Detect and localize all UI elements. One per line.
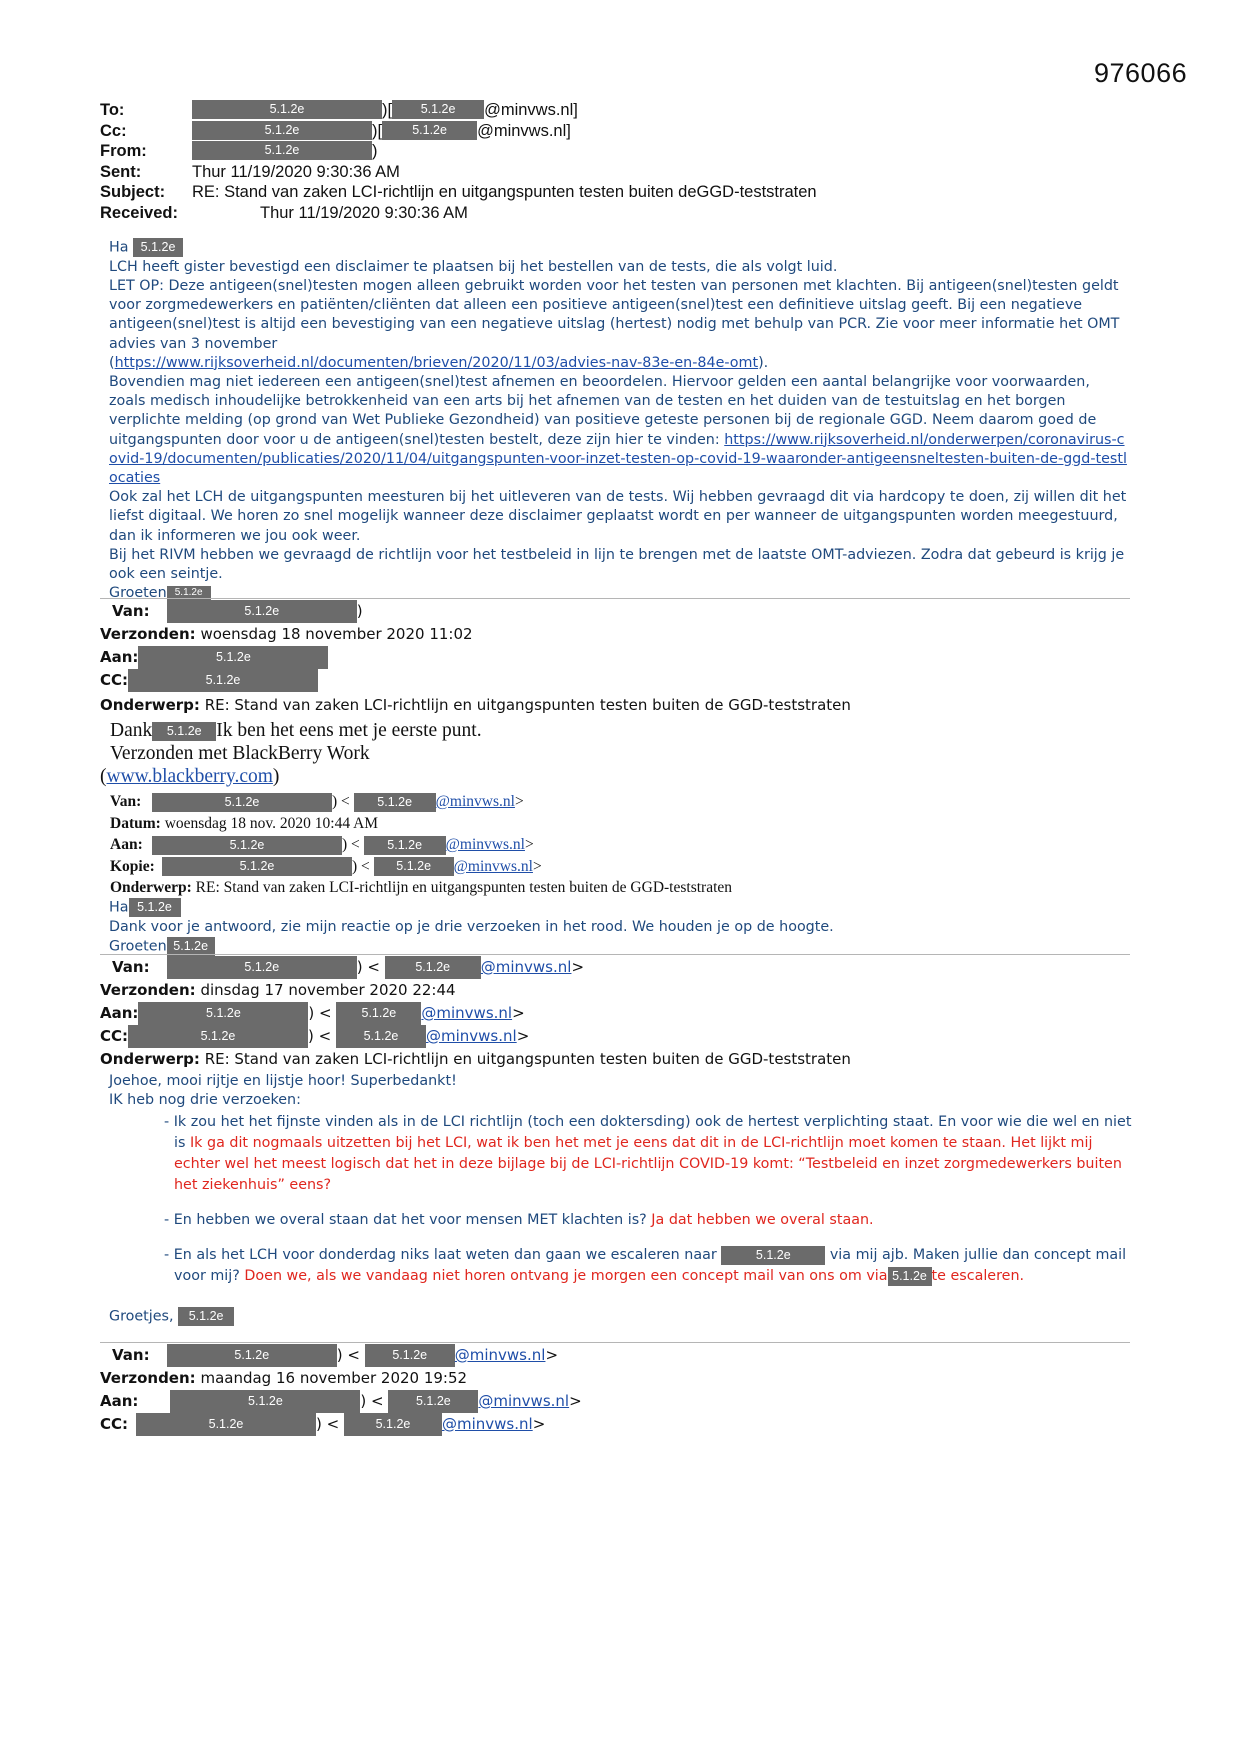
redaction: 5.1.2e [167,600,357,623]
redaction: 5.1.2e [133,238,183,257]
to-label: To: [100,101,125,119]
redaction: 5.1.2e [888,1267,932,1286]
redaction: 5.1.2e [178,1307,234,1326]
redaction: 5.1.2e [354,793,436,812]
received-row [100,203,1000,224]
request-list [144,1112,1134,1287]
redaction: 5.1.2e [364,836,446,855]
greeting: Ha 5.1.2e [109,238,1129,258]
request-3: - En als het LCH voor donderdag niks laat weten dan gaan we escaleren naar 5.1.2e via mij ajb. Maken jullie dan concept mail voor mij? Doen we, als we vandaag niet horen ontvang je morgen een concept mail van ons om via 5.1.2e te escaleren. [164,1247,1127,1285]
redaction: 5.1.2e [336,1002,421,1025]
paragraph: Bovendien mag niet iedereen een antigeen(snel)test afnemen en beoordelen. Hiervoor gelden een aantal belangrijke voor voorwaarden, zoals medisch inhoudelijke betrokkenheid van een arts bij het afnemen van de testen en het duiden van de testuitslag en het borgen verplichte melding (op grond van Wet Publieke Gezondheid) van positieve geteste personen bij de regionale GGD. Neem daarom goed de uitgangspunten door voor u de antigeen(snel)testen bestelt, deze zijn hier te vinden: https://www.rijksoverheid.nl/onderwerpen/coronavirus-covid-19/documenten/publicaties/2020/11/04/uitgangspunten-voor-inzet-testen-op-covid-19-waaronder-antigeensneltesten-buiten-de-ggd-testlocaties [109,373,1127,486]
redaction: 5.1.2e [344,1413,442,1436]
separator [100,598,1130,599]
cc-domain: @minvws.nl] [477,121,571,140]
redaction: 5.1.2e [152,793,332,812]
sent-value: Thur 11/19/2020 9:30:36 AM [192,162,400,181]
message-4-body: Joehoe, mooi rijtje en lijstje hoor! Superbedankt! IK heb nog drie verzoeken: - Ik zou het het fijnste vinden als in de LCI richtlijn (toch een doktersding) ook de hertest verplichting staat. En voor wie die wel en niet is Ik ga dit nogmaals uitzetten bij het LCI, wat ik ben het met je eens dat dit in de LCI-richtlijn moet komen te staan. Het lijkt mij echter wel het meest logisch dat het in deze bijlage bij de LCI-richtlijn COVID-19 komt: “Testbeleid en inzet zorgmedewerkers buiten het ziekenhuis” eens? - En hebben we overal staan dat het voor mensen MET klachten is? Ja dat hebben we overal staan. - En als het LCH voor donderdag niks laat weten dan gaan we escaleren naar 5.1.2e via mij ajb. Maken jullie dan concept mail voor mij? Doen we, als we vandaag niet horen ontvang je morgen een concept mail van ons om via 5.1.2e te escaleren. Groetjes, 5.1.2e [109,1072,1129,1327]
redaction: 5.1.2e [170,1390,360,1413]
paragraph: (https://www.rijksoverheid.nl/documenten/brieven/2020/11/03/advies-nav-83e-en-84e-omt). [109,354,769,371]
blackberry-link[interactable]: www.blackberry.com [106,766,273,787]
onderwerp-value: RE: Stand van zaken LCI-richtlijn en uitgangspunten testen buiten de GGD-teststraten [195,879,733,896]
message-4-meta: Van: 5.1.2e ) < 5.1.2e @minvws.nl> Verzonden: dinsdag 17 november 2020 22:44 Aan: 5.1.2e ) < 5.1.2e @minvws.nl> CC: 5.1.2e ) < 5.1.2e @minvws.nl> Onderwerp: RE: Stand van zaken LCI-richtlijn en uitgangspunten testen buiten de GGD-teststraten [100,958,851,1068]
closing: Groeten 5.1.2e [109,584,1129,603]
redaction: 5.1.2e [167,586,211,601]
document-number: 976066 [1094,58,1188,88]
redaction: 5.1.2e [365,1344,455,1367]
received-value: Thur 11/19/2020 9:30:36 AM [260,203,468,222]
redaction: 5.1.2e [388,1390,478,1413]
redaction: 5.1.2e [192,121,372,140]
redaction: 5.1.2e [167,956,357,979]
request-2: - En hebben we overal staan dat het voor mensen MET klachten is? Ja dat hebben we overal staan. [164,1212,874,1229]
redaction: 5.1.2e [336,1025,426,1048]
redaction: 5.1.2e [129,898,181,917]
redaction: 5.1.2e [167,1344,337,1367]
paragraph: Bij het RIVM hebben we gevraagd de richtlijn voor het testbeleid in lijn te brengen met de laatste OMT-adviezen. Zodra dat gebeurd is krijg je ook een seintje. [109,546,1125,582]
redaction: 5.1.2e [382,121,477,140]
cc-row: Cc: 5.1.2e )[ 5.1.2e @minvws.nl] [100,121,571,140]
onderwerp-value: RE: Stand van zaken LCI-richtlijn en uitgangspunten testen buiten de GGD-teststraten [204,696,851,714]
cc-label: Cc: [100,121,127,140]
uitgangspunten-link[interactable]: https://www.rijksoverheid.nl/onderwerpen/coronavirus-covid-19/documenten/publicaties/2020/11/04/uitgangspunten-voor-inzet-testen-op-covid-19-waaronder-antigeensneltesten-buiten-de-ggd-testlocaties [109,431,1127,486]
redaction: 5.1.2e [192,141,372,160]
redaction: 5.1.2e [162,857,352,876]
message-2-body: Dank 5.1.2e Ik ben het eens met je eerste punt. Verzonden met BlackBerry Work (www.blackberry.com) [100,720,482,787]
redaction: 5.1.2e [167,937,215,956]
message-3-meta: Van: 5.1.2e ) < 5.1.2e @minvws.nl> Datum: woensdag 18 nov. 2020 10:44 AM Aan: 5.1.2e ) < 5.1.2e @minvws.nl> Kopie: 5.1.2e ) < 5.1.2e @minvws.nl> Onderwerp: RE: Stand van zaken LCI-richtlijn en uitgangspunten testen buiten de GGD-teststraten [110,793,733,896]
subject-label: Subject: [100,183,166,201]
subject-row [100,182,1000,203]
sent-label: Sent: [100,162,142,181]
redaction: 5.1.2e [128,1025,308,1048]
omt-advice-link[interactable]: https://www.rijksoverheid.nl/documenten/brieven/2020/11/03/advies-nav-83e-en-84e-omt [114,354,759,371]
redaction: 5.1.2e [128,669,318,692]
message-5-meta: Van: 5.1.2e ) < 5.1.2e @minvws.nl> Verzonden: maandag 16 november 2020 19:52 Aan: 5.1.2e ) < 5.1.2e @minvws.nl> CC: 5.1.2e ) < 5.1.2e @minvws.nl> [100,1344,582,1436]
redaction: 5.1.2e [152,722,216,741]
separator [100,1342,1130,1343]
message-2-meta: Van: 5.1.2e ) Verzonden: woensdag 18 november 2020 11:02 Aan: 5.1.2e CC: 5.1.2e Onderwerp: RE: Stand van zaken LCI-richtlijn en uitgangspunten testen buiten de GGD-teststraten [100,602,851,714]
redaction: 5.1.2e [152,836,342,855]
paragraph: Ook zal het LCH de uitgangspunten meesturen bij het uitleveren van de tests. Wij hebben gevraagd dit via hardcopy te doen, zij willen dit het liefst digitaal. We horen zo snel mogelijk wanneer deze disclaimer geplaatst wordt en per wanneer de uitgangspunten worden meegestuurd, dan ik informeren we jou ook weer. [109,489,1127,544]
redaction: 5.1.2e [138,1002,308,1025]
paragraph: LCH heeft gister bevestigd een disclaimer te plaatsen bij het bestellen van de tests, die als volgt luid. [109,258,838,275]
redaction: 5.1.2e [385,956,481,979]
to-row: To: 5.1.2e )[ 5.1.2e @minvws.nl] [100,101,578,119]
received-label: Received: [100,203,178,222]
verzonden-value: woensdag 18 november 2020 11:02 [200,625,473,643]
message-1-body [109,238,1129,603]
subject-value: RE: Stand van zaken LCI-richtlijn en uitgangspunten testen buiten deGGD-teststraten [192,183,817,201]
separator [100,954,1130,955]
sent-row [100,162,1000,183]
from-label: From: [100,142,147,160]
redaction: 5.1.2e [721,1246,825,1265]
redaction: 5.1.2e [392,100,484,119]
message-3-body: Ha 5.1.2e Dank voor je antwoord, zie mijn reactie op je drie verzoeken in het rood. We houden je op de hoogte. Groeten 5.1.2e [109,899,834,955]
to-domain: @minvws.nl] [484,101,578,119]
redaction: 5.1.2e [192,100,382,119]
from-row: From: 5.1.2e ) [100,142,378,160]
request-1: - Ik zou het het fijnste vinden als in de LCI richtlijn (toch een doktersding) ook de hertest verplichting staat. En voor wie die wel en niet is Ik ga dit nogmaals uitzetten bij het LCI, wat ik ben het met je eens dat dit in de LCI-richtlijn moet komen te staan. Het lijkt mij echter wel het meest logisch dat het in deze bijlage bij de LCI-richtlijn COVID-19 komt: “Testbeleid en inzet zorgmedewerkers buiten het ziekenhuis” eens? [164,1114,1132,1194]
datum-value: woensdag 18 nov. 2020 10:44 AM [164,814,379,832]
paragraph: LET OP: Deze antigeen(snel)testen mogen alleen gebruikt worden voor het testen van personen met klachten. Bij antigeen(snel)testen geldt voor zorgmedewerkers en patiënten/cliënten dat alleen een positieve antigeen(snel)test een definitieve uitslag geeft. Bij een negatieve antigeen(snel)test is altijd een bevestiging van een negatieve uitslag (hertest) nodig met behulp van PCR. Zie voor meer informatie het OMT advies van 3 november [109,277,1120,352]
redaction: 5.1.2e [136,1413,316,1436]
redaction: 5.1.2e [138,646,328,669]
redaction: 5.1.2e [374,857,454,876]
email-header [100,100,1000,223]
